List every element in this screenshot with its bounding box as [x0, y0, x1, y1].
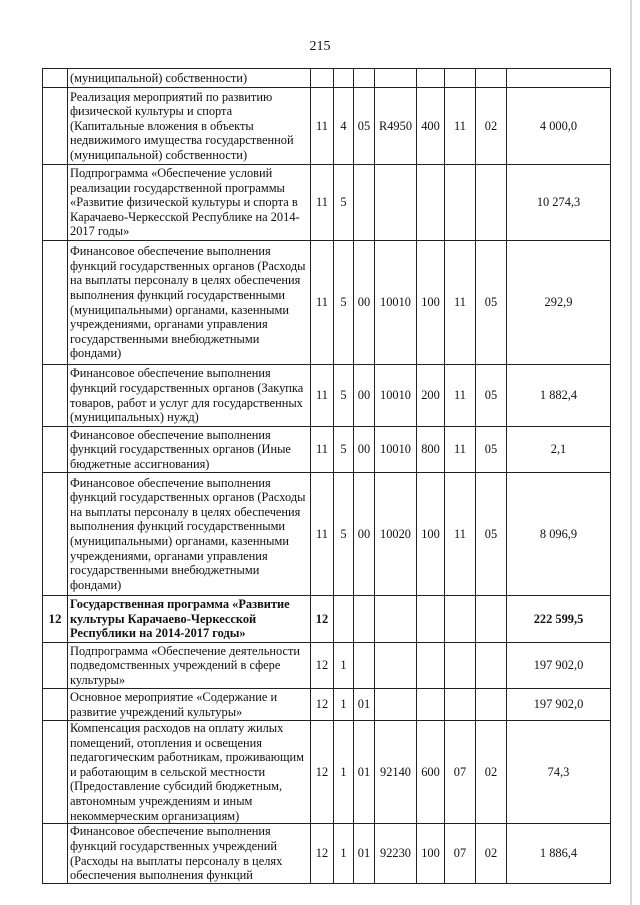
- code-cell: 05: [476, 473, 507, 596]
- table-row: [43, 473, 611, 596]
- item-name-cell: Компенсация расходов на оплату жилых помещений, отопления и освещения педагогическим работникам, проживающим и работающим в сельской местности (Предоставление субсидий бюджетным, автономным учреждениям и иным некоммерческим организациям): [68, 721, 311, 824]
- code-cell: 01: [354, 824, 375, 884]
- code-cell: [311, 69, 334, 88]
- amount-cell: 8 096,9: [507, 473, 611, 596]
- code-cell: 92230: [375, 824, 417, 884]
- table-row: [43, 427, 611, 473]
- row-number-cell: 12: [43, 596, 68, 643]
- code-cell: [375, 596, 417, 643]
- table-row: [43, 721, 611, 824]
- item-name-cell: (муниципальной) собственности): [68, 69, 311, 88]
- code-cell: 10010: [375, 365, 417, 427]
- code-cell: [445, 643, 476, 689]
- item-name-cell: Финансовое обеспечение выполнения функций государственных органов (Расходы на выплаты персоналу в целях обеспечения выполнения функций государственными (муниципальными) органами, казенными учреждениями, органами управления государственными внебюджетными фондами): [68, 473, 311, 596]
- amount-cell: [507, 69, 611, 88]
- code-cell: 10020: [375, 473, 417, 596]
- row-number-cell: [43, 824, 68, 884]
- code-cell: [445, 165, 476, 241]
- row-number-cell: [43, 721, 68, 824]
- code-cell: 10010: [375, 241, 417, 365]
- item-name-cell: Государственная программа «Развитие культуры Карачаево-Черкесской Республики на 2014-2017 годы»: [68, 596, 311, 643]
- table-row: [43, 88, 611, 165]
- code-cell: 400: [417, 88, 445, 165]
- code-cell: 200: [417, 365, 445, 427]
- amount-cell: 292,9: [507, 241, 611, 365]
- code-cell: [375, 689, 417, 721]
- code-cell: 5: [334, 241, 354, 365]
- code-cell: 05: [476, 427, 507, 473]
- code-cell: [476, 165, 507, 241]
- amount-cell: 10 274,3: [507, 165, 611, 241]
- table-row: [43, 643, 611, 689]
- table-row: [43, 69, 611, 88]
- row-number-cell: [43, 241, 68, 365]
- code-cell: 01: [354, 689, 375, 721]
- row-number-cell: [43, 643, 68, 689]
- code-cell: R4950: [375, 88, 417, 165]
- table-row: [43, 596, 611, 643]
- code-cell: [354, 69, 375, 88]
- item-name-cell: Финансовое обеспечение выполнения функций государственных органов (Расходы на выплаты персоналу в целях обеспечения выполнения функций государственными (муниципальными) органами, казенными учреждениями, органами управления государственными внебюджетными фондами): [68, 241, 311, 365]
- code-cell: 5: [334, 165, 354, 241]
- code-cell: 5: [334, 427, 354, 473]
- code-cell: [445, 689, 476, 721]
- row-number-cell: [43, 427, 68, 473]
- code-cell: 00: [354, 365, 375, 427]
- budget-table: [42, 68, 611, 884]
- amount-cell: 1 886,4: [507, 824, 611, 884]
- code-cell: 02: [476, 721, 507, 824]
- code-cell: 07: [445, 721, 476, 824]
- amount-cell: 2,1: [507, 427, 611, 473]
- code-cell: [417, 596, 445, 643]
- item-name-cell: Основное мероприятие «Содержание и развитие учреждений культуры»: [68, 689, 311, 721]
- code-cell: 01: [354, 721, 375, 824]
- row-number-cell: [43, 473, 68, 596]
- code-cell: [375, 165, 417, 241]
- code-cell: 11: [311, 241, 334, 365]
- table-row: [43, 824, 611, 884]
- code-cell: [476, 69, 507, 88]
- code-cell: [417, 689, 445, 721]
- code-cell: 11: [445, 88, 476, 165]
- code-cell: [354, 596, 375, 643]
- code-cell: [476, 643, 507, 689]
- code-cell: 00: [354, 241, 375, 365]
- code-cell: 11: [445, 241, 476, 365]
- amount-cell: 197 902,0: [507, 643, 611, 689]
- code-cell: 1: [334, 721, 354, 824]
- code-cell: 100: [417, 824, 445, 884]
- code-cell: [354, 165, 375, 241]
- code-cell: 800: [417, 427, 445, 473]
- code-cell: [375, 643, 417, 689]
- code-cell: 02: [476, 88, 507, 165]
- row-number-cell: [43, 365, 68, 427]
- code-cell: 12: [311, 824, 334, 884]
- row-number-cell: [43, 165, 68, 241]
- code-cell: [417, 69, 445, 88]
- code-cell: 11: [311, 365, 334, 427]
- code-cell: 12: [311, 721, 334, 824]
- code-cell: 05: [476, 241, 507, 365]
- code-cell: 11: [445, 473, 476, 596]
- table-row: [43, 241, 611, 365]
- code-cell: [476, 596, 507, 643]
- code-cell: 10010: [375, 427, 417, 473]
- page-edge: [630, 0, 632, 905]
- code-cell: 07: [445, 824, 476, 884]
- code-cell: [334, 596, 354, 643]
- amount-cell: 222 599,5: [507, 596, 611, 643]
- code-cell: 11: [311, 473, 334, 596]
- code-cell: 05: [476, 365, 507, 427]
- item-name-cell: Финансовое обеспечение выполнения функций государственных учреждений (Расходы на выплаты персоналу в целях обеспечения выполнения функций: [68, 824, 311, 884]
- code-cell: 11: [445, 427, 476, 473]
- amount-cell: 74,3: [507, 721, 611, 824]
- code-cell: 5: [334, 365, 354, 427]
- code-cell: 05: [354, 88, 375, 165]
- code-cell: 11: [445, 365, 476, 427]
- amount-cell: 197 902,0: [507, 689, 611, 721]
- code-cell: 5: [334, 473, 354, 596]
- code-cell: 92140: [375, 721, 417, 824]
- amount-cell: 4 000,0: [507, 88, 611, 165]
- page-number: 215: [309, 39, 331, 54]
- code-cell: [334, 69, 354, 88]
- code-cell: 600: [417, 721, 445, 824]
- code-cell: [354, 643, 375, 689]
- code-cell: 4: [334, 88, 354, 165]
- code-cell: 1: [334, 689, 354, 721]
- code-cell: 100: [417, 241, 445, 365]
- amount-cell: 1 882,4: [507, 365, 611, 427]
- row-number-cell: [43, 689, 68, 721]
- code-cell: 11: [311, 165, 334, 241]
- code-cell: 1: [334, 824, 354, 884]
- code-cell: 100: [417, 473, 445, 596]
- item-name-cell: Реализация мероприятий по развитию физической культуры и спорта (Капитальные вложения в объекты недвижимого имущества государственной (муниципальной) собственности): [68, 88, 311, 165]
- code-cell: 12: [311, 643, 334, 689]
- code-cell: 00: [354, 473, 375, 596]
- item-name-cell: Подпрограмма «Обеспечение условий реализации государственной программы «Развитие физической культуры и спорта в Карачаево-Черкесской Республике на 2014-2017 годы»: [68, 165, 311, 241]
- table-row: [43, 365, 611, 427]
- code-cell: [417, 165, 445, 241]
- code-cell: [476, 689, 507, 721]
- code-cell: 1: [334, 643, 354, 689]
- code-cell: 11: [311, 88, 334, 165]
- code-cell: [375, 69, 417, 88]
- code-cell: 12: [311, 596, 334, 643]
- code-cell: 12: [311, 689, 334, 721]
- code-cell: [445, 69, 476, 88]
- item-name-cell: Финансовое обеспечение выполнения функций государственных органов (Закупка товаров, работ и услуг для государственных (муниципальных) нужд): [68, 365, 311, 427]
- row-number-cell: [43, 69, 68, 88]
- item-name-cell: Подпрограмма «Обеспечение деятельности подведомственных учреждений в сфере культуры»: [68, 643, 311, 689]
- code-cell: [445, 596, 476, 643]
- item-name-cell: Финансовое обеспечение выполнения функций государственных органов (Иные бюджетные ассигнования): [68, 427, 311, 473]
- table-row: [43, 689, 611, 721]
- table-row: [43, 165, 611, 241]
- code-cell: [417, 643, 445, 689]
- code-cell: 11: [311, 427, 334, 473]
- code-cell: 00: [354, 427, 375, 473]
- code-cell: 02: [476, 824, 507, 884]
- row-number-cell: [43, 88, 68, 165]
